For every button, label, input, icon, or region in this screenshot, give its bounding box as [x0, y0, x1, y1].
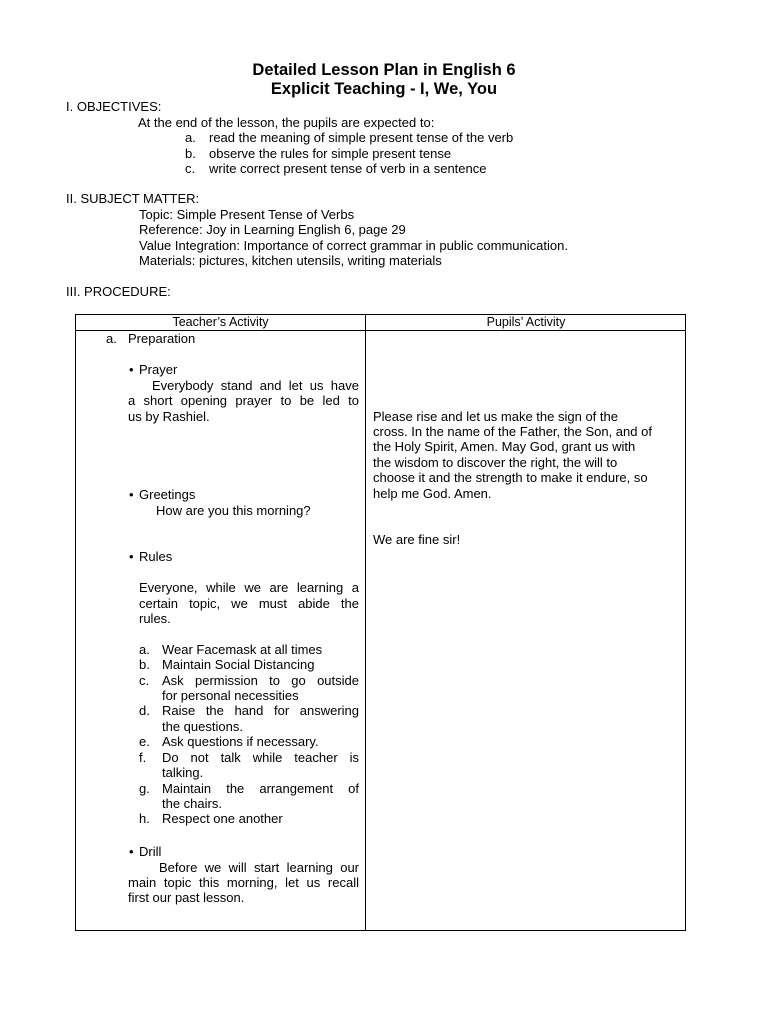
section-marker: a. — [106, 331, 117, 346]
greetings-label: Greetings — [139, 487, 196, 502]
drill-text-line: first our past lesson. — [128, 890, 245, 905]
objectives-intro: At the end of the lesson, the pupils are expected to: — [138, 115, 435, 130]
procedure-table — [75, 314, 686, 931]
rule-marker: e. — [139, 734, 150, 749]
rule-text-continued: for personal necessities — [162, 688, 299, 703]
rule-text: Maintain Social Distancing — [162, 657, 315, 672]
drill-text-line: main topic this morning, let us recall — [128, 875, 359, 890]
pupils-prayer-line: help me God. Amen. — [373, 486, 492, 501]
drill-item — [129, 844, 161, 860]
subject-topic: Topic: Simple Present Tense of Verbs — [139, 207, 355, 222]
prayer-item — [129, 362, 177, 378]
subject-matter-heading: II. SUBJECT MATTER: — [66, 191, 200, 206]
drill-label: Drill — [139, 844, 162, 859]
rule-text: Ask questions if necessary. — [162, 734, 319, 749]
rule-text: Maintain the arrangement of — [162, 781, 359, 796]
rule-text: Ask permission to go outside — [162, 673, 359, 688]
prayer-text-line: Everybody stand and let us have — [152, 378, 359, 393]
rule-text: Wear Facemask at all times — [162, 642, 323, 657]
rule-marker: b. — [139, 657, 150, 672]
objectives-heading: I. OBJECTIVES: — [66, 99, 162, 114]
teacher-activity-header: Teacher’s Activity — [172, 315, 269, 329]
objective-marker: a. — [185, 130, 196, 145]
rule-marker: g. — [139, 781, 150, 796]
rule-marker: h. — [139, 811, 150, 826]
drill-text-line: Before we will start learning our — [159, 860, 359, 875]
objective-item: observe the rules for simple present tense — [209, 146, 452, 161]
pupils-prayer-line: the wisdom to discover the right, the will to — [373, 455, 618, 470]
prayer-label: Prayer — [139, 362, 178, 377]
rule-text: Do not talk while teacher is — [162, 750, 359, 765]
rule-marker: c. — [139, 673, 150, 688]
document-title: Detailed Lesson Plan in English 6 — [252, 61, 516, 79]
pupils-prayer-line: Please rise and let us make the sign of the — [373, 409, 618, 424]
greetings-item — [129, 487, 195, 503]
rules-intro-line: Everyone, while we are learning a — [139, 580, 359, 595]
rules-label: Rules — [139, 549, 173, 564]
bullet-icon: • — [129, 549, 134, 564]
rule-text-continued: the chairs. — [162, 796, 222, 811]
rules-item — [129, 549, 172, 565]
objective-item: write correct present tense of verb in a sentence — [209, 161, 487, 176]
subject-value-integration: Value Integration: Importance of correct grammar in public communication. — [139, 238, 568, 253]
pupils-activity-header: Pupils’ Activity — [486, 315, 566, 329]
prayer-text-line: a short opening prayer to be led to — [128, 393, 359, 408]
column-divider — [365, 315, 366, 930]
pupils-greeting-response: We are fine sir! — [373, 532, 461, 547]
section-title: Preparation — [128, 331, 196, 346]
rule-text-continued: the questions. — [162, 719, 243, 734]
procedure-heading: III. PROCEDURE: — [66, 284, 171, 299]
rule-marker: f. — [139, 750, 147, 765]
prayer-text-line: us by Rashiel. — [128, 409, 210, 424]
rule-marker: d. — [139, 703, 150, 718]
objective-item: read the meaning of simple present tense of the verb — [209, 130, 514, 145]
pupils-prayer-line: the Holy Spirit, Amen. May God, grant us with — [373, 439, 636, 454]
subject-reference: Reference: Joy in Learning English 6, page 29 — [139, 222, 406, 237]
bullet-icon: • — [129, 487, 134, 502]
bullet-icon: • — [129, 844, 134, 859]
rules-intro-line: certain topic, we must abide the — [139, 596, 359, 611]
objective-marker: c. — [185, 161, 196, 176]
rules-intro-line: rules. — [139, 611, 171, 626]
rule-text: Respect one another — [162, 811, 283, 826]
bullet-icon: • — [129, 362, 134, 377]
subject-materials: Materials: pictures, kitchen utensils, writing materials — [139, 253, 442, 268]
rule-text-continued: talking. — [162, 765, 204, 780]
pupils-prayer-line: cross. In the name of the Father, the Son, and of — [373, 424, 652, 439]
objective-marker: b. — [185, 146, 196, 161]
rule-text: Raise the hand for answering — [162, 703, 359, 718]
greetings-text: How are you this morning? — [156, 503, 311, 518]
rule-marker: a. — [139, 642, 150, 657]
document-subtitle: Explicit Teaching - I, We, You — [270, 80, 498, 98]
pupils-prayer-line: choose it and the strength to make it endure, so — [373, 470, 648, 485]
